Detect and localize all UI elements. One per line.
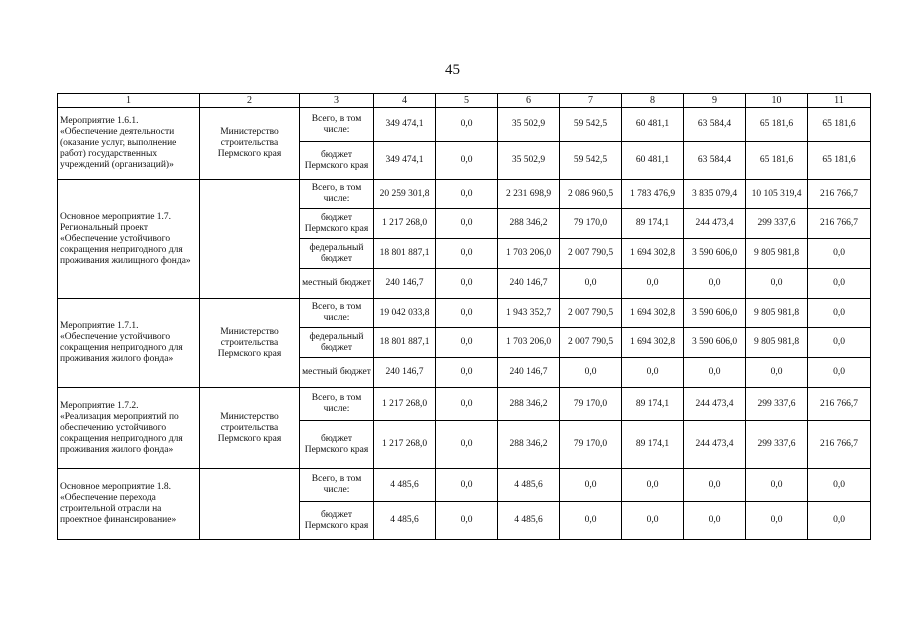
amount-cell: 4 485,6	[374, 502, 436, 540]
executor-cell	[200, 180, 300, 299]
amount-cell: 0,0	[684, 502, 746, 540]
amount-cell: 216 766,7	[808, 388, 871, 421]
amount-cell: 0,0	[808, 502, 871, 540]
executor-cell: Министерство строительства Пермского края	[200, 108, 300, 180]
header-cell: 1	[58, 94, 200, 108]
amount-cell: 0,0	[808, 328, 871, 358]
table-row	[58, 299, 871, 328]
amount-cell: 9 805 981,8	[746, 299, 808, 328]
amount-cell: 89 174,1	[622, 421, 684, 469]
page-number: 45	[445, 62, 460, 78]
funding-source-cell: Всего, в том числе:	[300, 180, 374, 209]
amount-cell: 240 146,7	[374, 269, 436, 299]
amount-cell: 0,0	[622, 269, 684, 299]
amount-cell: 0,0	[436, 421, 498, 469]
amount-cell: 1 943 352,7	[498, 299, 560, 328]
amount-cell: 60 481,1	[622, 142, 684, 180]
header-cell: 5	[436, 94, 498, 108]
amount-cell: 244 473,4	[684, 421, 746, 469]
amount-cell: 0,0	[622, 358, 684, 388]
header-cell: 6	[498, 94, 560, 108]
amount-cell: 79 170,0	[560, 388, 622, 421]
amount-cell: 35 502,9	[498, 142, 560, 180]
amount-cell: 0,0	[746, 269, 808, 299]
amount-cell: 0,0	[436, 502, 498, 540]
header-cell: 7	[560, 94, 622, 108]
funding-source-cell: Всего, в том числе:	[300, 388, 374, 421]
amount-cell: 1 217 268,0	[374, 209, 436, 239]
amount-cell: 20 259 301,8	[374, 180, 436, 209]
amount-cell: 3 835 079,4	[684, 180, 746, 209]
funding-source-cell: бюджет Пермского края	[300, 142, 374, 180]
amount-cell: 89 174,1	[622, 388, 684, 421]
funding-source-cell: бюджет Пермского края	[300, 421, 374, 469]
amount-cell: 1 694 302,8	[622, 239, 684, 269]
amount-cell: 65 181,6	[808, 108, 871, 142]
amount-cell: 89 174,1	[622, 209, 684, 239]
amount-cell: 0,0	[808, 239, 871, 269]
funding-source-cell: бюджет Пермского края	[300, 502, 374, 540]
amount-cell: 2 007 790,5	[560, 328, 622, 358]
amount-cell: 2 086 960,5	[560, 180, 622, 209]
amount-cell: 216 766,7	[808, 421, 871, 469]
amount-cell: 63 584,4	[684, 108, 746, 142]
executor-cell: Министерство строительства Пермского края	[200, 388, 300, 469]
header-cell: 11	[808, 94, 871, 108]
amount-cell: 0,0	[746, 502, 808, 540]
executor-cell	[200, 469, 300, 540]
funding-source-cell: Всего, в том числе:	[300, 469, 374, 502]
amount-cell: 1 217 268,0	[374, 388, 436, 421]
amount-cell: 0,0	[436, 108, 498, 142]
amount-cell: 299 337,6	[746, 421, 808, 469]
amount-cell: 1 694 302,8	[622, 328, 684, 358]
funding-source-cell: бюджет Пермского края	[300, 209, 374, 239]
funding-source-cell: Всего, в том числе:	[300, 299, 374, 328]
amount-cell: 4 485,6	[374, 469, 436, 502]
amount-cell: 65 181,6	[746, 142, 808, 180]
amount-cell: 1 703 206,0	[498, 328, 560, 358]
amount-cell: 59 542,5	[560, 108, 622, 142]
amount-cell: 63 584,4	[684, 142, 746, 180]
amount-cell: 0,0	[808, 269, 871, 299]
measure-name-cell: Основное мероприятие 1.7. Региональный проект «Обеспечение устойчивого сокращения непригодного для проживания жилищного фонда»	[58, 180, 200, 299]
amount-cell: 240 146,7	[498, 358, 560, 388]
amount-cell: 0,0	[746, 358, 808, 388]
table-row	[58, 180, 871, 209]
measure-name-cell: Мероприятие 1.6.1. «Обеспечение деятельности (оказание услуг, выполнение работ) государственных учреждений (организаций)»	[58, 108, 200, 180]
amount-cell: 288 346,2	[498, 388, 560, 421]
header-cell: 8	[622, 94, 684, 108]
amount-cell: 240 146,7	[498, 269, 560, 299]
funding-source-cell: федеральный бюджет	[300, 239, 374, 269]
measure-name-cell: Мероприятие 1.7.2. «Реализация мероприятий по обеспечению устойчивого сокращения непригодного для проживания жилого фонда»	[58, 388, 200, 469]
amount-cell: 0,0	[746, 469, 808, 502]
amount-cell: 0,0	[560, 269, 622, 299]
budget-table	[57, 93, 871, 540]
amount-cell: 65 181,6	[808, 142, 871, 180]
amount-cell: 60 481,1	[622, 108, 684, 142]
amount-cell: 0,0	[436, 299, 498, 328]
header-cell: 4	[374, 94, 436, 108]
header-cell: 10	[746, 94, 808, 108]
amount-cell: 79 170,0	[560, 421, 622, 469]
table-row	[58, 388, 871, 421]
amount-cell: 244 473,4	[684, 209, 746, 239]
amount-cell: 216 766,7	[808, 209, 871, 239]
amount-cell: 4 485,6	[498, 502, 560, 540]
amount-cell: 0,0	[808, 469, 871, 502]
table-row	[58, 469, 871, 502]
amount-cell: 288 346,2	[498, 209, 560, 239]
amount-cell: 9 805 981,8	[746, 239, 808, 269]
amount-cell: 240 146,7	[374, 358, 436, 388]
header-cell: 3	[300, 94, 374, 108]
header-cell: 2	[200, 94, 300, 108]
amount-cell: 59 542,5	[560, 142, 622, 180]
funding-source-cell: местный бюджет	[300, 358, 374, 388]
amount-cell: 349 474,1	[374, 142, 436, 180]
measure-name-cell: Основное мероприятие 1.8. «Обеспечение перехода строительной отрасли на проектное финансирование»	[58, 469, 200, 540]
amount-cell: 2 007 790,5	[560, 239, 622, 269]
amount-cell: 0,0	[436, 358, 498, 388]
amount-cell: 0,0	[808, 299, 871, 328]
executor-cell: Министерство строительства Пермского края	[200, 299, 300, 388]
amount-cell: 0,0	[560, 469, 622, 502]
funding-source-cell: Всего, в том числе:	[300, 108, 374, 142]
amount-cell: 0,0	[436, 469, 498, 502]
amount-cell: 3 590 606,0	[684, 299, 746, 328]
amount-cell: 0,0	[436, 388, 498, 421]
amount-cell: 4 485,6	[498, 469, 560, 502]
amount-cell: 3 590 606,0	[684, 328, 746, 358]
amount-cell: 18 801 887,1	[374, 239, 436, 269]
amount-cell: 244 473,4	[684, 388, 746, 421]
amount-cell: 0,0	[436, 180, 498, 209]
amount-cell: 299 337,6	[746, 388, 808, 421]
table-body	[58, 94, 871, 540]
amount-cell: 0,0	[560, 502, 622, 540]
amount-cell: 0,0	[622, 469, 684, 502]
amount-cell: 19 042 033,8	[374, 299, 436, 328]
funding-source-cell: федеральный бюджет	[300, 328, 374, 358]
amount-cell: 0,0	[436, 269, 498, 299]
amount-cell: 0,0	[622, 502, 684, 540]
amount-cell: 299 337,6	[746, 209, 808, 239]
amount-cell: 3 590 606,0	[684, 239, 746, 269]
amount-cell: 65 181,6	[746, 108, 808, 142]
amount-cell: 0,0	[684, 269, 746, 299]
amount-cell: 0,0	[684, 358, 746, 388]
amount-cell: 0,0	[436, 142, 498, 180]
amount-cell: 0,0	[436, 209, 498, 239]
measure-name-cell: Мероприятие 1.7.1. «Обеспечение устойчивого сокращения непригодного для проживания жилого фонда»	[58, 299, 200, 388]
amount-cell: 18 801 887,1	[374, 328, 436, 358]
amount-cell: 1 217 268,0	[374, 421, 436, 469]
amount-cell: 0,0	[560, 358, 622, 388]
amount-cell: 0,0	[436, 328, 498, 358]
amount-cell: 2 007 790,5	[560, 299, 622, 328]
amount-cell: 0,0	[436, 239, 498, 269]
amount-cell: 1 783 476,9	[622, 180, 684, 209]
amount-cell: 216 766,7	[808, 180, 871, 209]
amount-cell: 79 170,0	[560, 209, 622, 239]
amount-cell: 1 703 206,0	[498, 239, 560, 269]
amount-cell: 35 502,9	[498, 108, 560, 142]
amount-cell: 288 346,2	[498, 421, 560, 469]
amount-cell: 10 105 319,4	[746, 180, 808, 209]
funding-source-cell: местный бюджет	[300, 269, 374, 299]
amount-cell: 349 474,1	[374, 108, 436, 142]
amount-cell: 9 805 981,8	[746, 328, 808, 358]
header-row	[58, 94, 871, 108]
table-row	[58, 108, 871, 142]
amount-cell: 2 231 698,9	[498, 180, 560, 209]
amount-cell: 0,0	[808, 358, 871, 388]
header-cell: 9	[684, 94, 746, 108]
amount-cell: 1 694 302,8	[622, 299, 684, 328]
amount-cell: 0,0	[684, 469, 746, 502]
